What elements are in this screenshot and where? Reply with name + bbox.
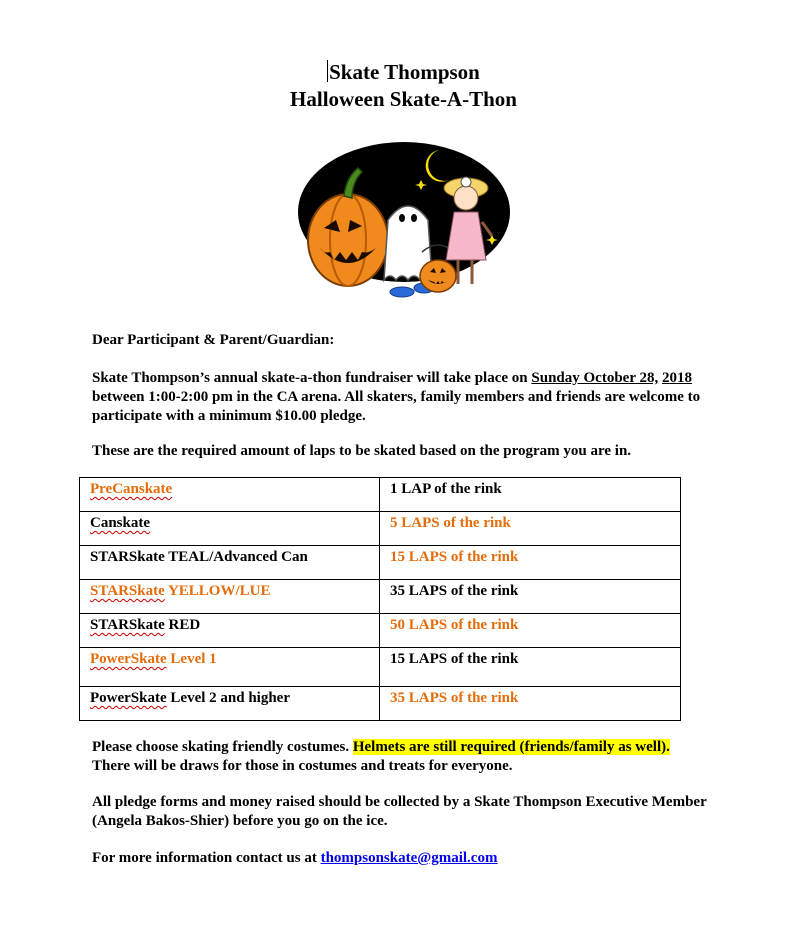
title-line-1: Skate Thompson	[329, 60, 480, 84]
event-date-part-2: 2018	[661, 370, 692, 386]
greeting: Dear Participant & Parent/Guardian:	[92, 332, 335, 348]
title-line-2: Halloween Skate-A-Thon	[290, 87, 517, 111]
table-row	[80, 687, 681, 721]
laps-cell: 15 LAPS of the rink	[380, 546, 681, 580]
event-date-part-1: Sunday October 28,	[531, 370, 659, 386]
laps-cell: 35 LAPS of the rink	[380, 687, 681, 721]
laps-cell: 1 LAP of the rink	[380, 478, 681, 512]
halloween-pumpkin-ghost-clipart-icon	[296, 140, 512, 305]
laps-cell: 5 LAPS of the rink	[380, 512, 681, 546]
program-cell: PowerSkate Level 1	[80, 648, 380, 687]
pledge-paragraph: All pledge forms and money raised should be collected by a Skate Thompson Executive Member (Angela Bakos-Shier) before you go on the ice.	[92, 794, 707, 829]
table-row	[80, 478, 681, 512]
contact-paragraph: For more information contact us at thompsonskate@gmail.com	[92, 850, 498, 866]
program-cell: STARSkate TEAL/Advanced Can	[80, 546, 380, 580]
contact-email-link[interactable]: thompsonskate@gmail.com	[320, 850, 498, 866]
costumes-paragraph: Please choose skating friendly costumes. Helmets are still required (friends/family as well). There will be draws for those in costumes and treats for everyone.	[92, 739, 670, 774]
laps-intro: These are the required amount of laps to be skated based on the program you are in.	[92, 443, 632, 459]
laps-cell: 15 LAPS of the rink	[380, 648, 681, 687]
text-cursor	[327, 60, 328, 82]
table-row	[80, 546, 681, 580]
program-cell: STARSkate YELLOW/LUE	[80, 580, 380, 614]
table-row	[80, 580, 681, 614]
program-cell: PreCanskate	[80, 478, 380, 512]
table-row	[80, 614, 681, 648]
program-cell: PowerSkate Level 2 and higher	[80, 687, 380, 721]
laps-cell: 35 LAPS of the rink	[380, 580, 681, 614]
document-title	[0, 59, 807, 113]
helmet-notice: Helmets are still required (friends/family as well).	[352, 739, 670, 755]
intro-paragraph: Skate Thompson’s annual skate-a-thon fundraiser will take place on Sunday October 28, 2018 between 1:00-2:00 pm in the CA arena. All skaters, family members and friends are welcome to participate with a minimum $10.00 pledge.	[92, 370, 701, 424]
table-row	[80, 512, 681, 546]
program-cell: STARSkate RED	[80, 614, 380, 648]
laps-table	[79, 477, 681, 721]
table-row	[80, 648, 681, 687]
program-cell: Canskate	[80, 512, 380, 546]
laps-cell: 50 LAPS of the rink	[380, 614, 681, 648]
